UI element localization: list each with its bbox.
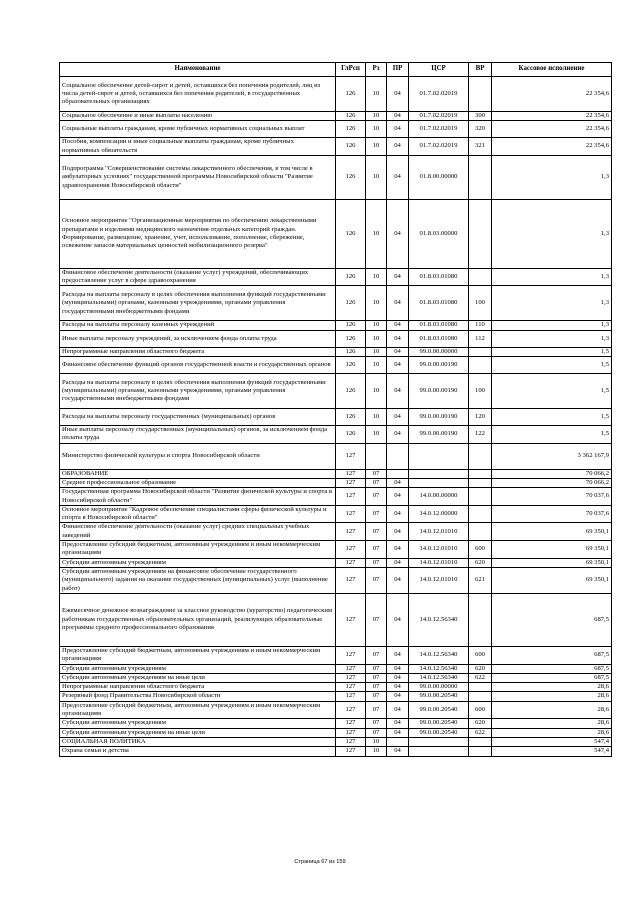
row-amount: 28,6 [492, 683, 612, 692]
row-grbs: 127 [336, 523, 366, 541]
row-expense-type [469, 683, 492, 692]
row-target-item: 99.0.00.00190 [409, 426, 469, 444]
row-subsection: 04 [387, 673, 409, 682]
row-amount: 3 362 167,9 [492, 443, 612, 469]
header-expense-type: ВР [469, 63, 492, 77]
row-subsection [387, 737, 409, 746]
row-target-item: 14.0.12.00000 [409, 505, 469, 523]
row-subsection: 04 [387, 593, 409, 646]
row-target-item: 99.0.00.00190 [409, 357, 469, 374]
row-section: 07 [366, 523, 387, 541]
row-name: Субсидии автономным учреждениям [60, 664, 336, 673]
row-amount: 70 037,6 [492, 505, 612, 523]
table-row [60, 374, 612, 409]
row-grbs: 126 [336, 347, 366, 356]
row-amount: 22 354,6 [492, 77, 612, 112]
row-grbs: 127 [336, 701, 366, 719]
row-section: 10 [366, 138, 387, 156]
row-expense-type [469, 737, 492, 746]
row-amount: 1,5 [492, 347, 612, 356]
budget-execution-table [59, 62, 612, 757]
row-subsection: 04 [387, 692, 409, 701]
row-amount: 70 037,6 [492, 488, 612, 506]
row-amount: 1,5 [492, 426, 612, 444]
row-grbs: 127 [336, 541, 366, 559]
row-amount: 22 354,6 [492, 138, 612, 156]
row-expense-type: 621 [469, 567, 492, 593]
row-grbs: 127 [336, 673, 366, 682]
row-expense-type: 622 [469, 728, 492, 737]
table-row [60, 488, 612, 506]
row-grbs: 127 [336, 558, 366, 567]
row-amount: 28,6 [492, 701, 612, 719]
row-subsection: 04 [387, 77, 409, 112]
row-grbs: 126 [336, 112, 366, 121]
row-target-item: 14.0.12.56340 [409, 646, 469, 664]
table-header-row [60, 63, 612, 77]
row-subsection: 04 [387, 567, 409, 593]
row-subsection: 04 [387, 321, 409, 330]
row-target-item: 99.0.00.00000 [409, 347, 469, 356]
row-subsection: 04 [387, 701, 409, 719]
row-amount: 28,6 [492, 692, 612, 701]
row-subsection [387, 443, 409, 469]
row-amount: 1,3 [492, 155, 612, 199]
table-row [60, 673, 612, 682]
row-section: 10 [366, 77, 387, 112]
row-expense-type: 120 [469, 409, 492, 426]
row-name: Среднее профессиональное образование [60, 478, 336, 487]
row-target-item: 01.8.03.01080 [409, 268, 469, 286]
row-section: 07 [366, 541, 387, 559]
table-row [60, 664, 612, 673]
row-section: 07 [366, 593, 387, 646]
row-target-item: 14.0.12.01010 [409, 567, 469, 593]
row-target-item: 99.0.00.20540 [409, 701, 469, 719]
row-name: Предоставление субсидий бюджетным, автономным учреждениям и иным некоммерческим организациям [60, 701, 336, 719]
row-amount: 1,3 [492, 286, 612, 321]
row-name: Подпрограмма "Совершенствование системы лекарственного обеспечения, в том числе в амбулаторных условиях" государственной программы Новосибирской области "Развитие здравоохранения Новосибирской области" [60, 155, 336, 199]
row-amount: 1,5 [492, 409, 612, 426]
row-expense-type [469, 469, 492, 478]
row-name: СОЦИАЛЬНАЯ ПОЛИТИКА [60, 737, 336, 746]
table-body [60, 77, 612, 757]
table-row [60, 77, 612, 112]
row-name: Субсидии автономным учреждениям на финансовое обеспечение государственного (муниципального) задания на оказание государственных (муниципальных) услуг (выполнение работ) [60, 567, 336, 593]
table-row [60, 138, 612, 156]
row-grbs: 126 [336, 268, 366, 286]
row-expense-type: 600 [469, 646, 492, 664]
row-expense-type [469, 505, 492, 523]
row-grbs: 127 [336, 664, 366, 673]
row-name: Социальное обеспечение детей-сирот и детей, оставшихся без попечения родителей, лиц из числа детей-сирот и детей, оставшихся без попечения родителей, в государственных образовательных организациях [60, 77, 336, 112]
row-section: 07 [366, 469, 387, 478]
row-name: Непрограммные направления областного бюджета [60, 683, 336, 692]
table-row [60, 286, 612, 321]
row-expense-type [469, 478, 492, 487]
row-expense-type: 100 [469, 286, 492, 321]
row-name: Ежемесячное денежное вознаграждение за классное руководство (кураторство) педагогическим работникам государственных образовательных организаций, реализующих образовательные программы среднего профессионального образования [60, 593, 336, 646]
row-name: Государственная программа Новосибирской области "Развитие физической культуры и спорта в Новосибирской области" [60, 488, 336, 506]
table-row [60, 558, 612, 567]
row-section: 10 [366, 199, 387, 268]
row-name: Резервный фонд Правительства Новосибирской области [60, 692, 336, 701]
row-section: 10 [366, 737, 387, 746]
row-target-item: 01.8.03.01080 [409, 330, 469, 347]
row-target-item: 14.0.12.56340 [409, 593, 469, 646]
table-row [60, 330, 612, 347]
row-name: Социальное обеспечение и иные выплаты населению [60, 112, 336, 121]
row-subsection: 04 [387, 121, 409, 138]
row-section: 10 [366, 155, 387, 199]
row-subsection [387, 469, 409, 478]
row-grbs: 126 [336, 426, 366, 444]
row-name: Иные выплаты персоналу учреждений, за исключением фонда оплаты труда [60, 330, 336, 347]
row-amount: 69 350,1 [492, 567, 612, 593]
row-grbs: 126 [336, 77, 366, 112]
row-amount: 70 066,2 [492, 469, 612, 478]
row-expense-type [469, 155, 492, 199]
row-subsection: 04 [387, 268, 409, 286]
table-row [60, 505, 612, 523]
row-expense-type [469, 593, 492, 646]
row-amount: 1,3 [492, 268, 612, 286]
row-amount: 28,6 [492, 719, 612, 728]
row-expense-type: 620 [469, 558, 492, 567]
row-name: ОБРАЗОВАНИЕ [60, 469, 336, 478]
row-expense-type: 112 [469, 330, 492, 347]
row-amount: 547,4 [492, 747, 612, 756]
row-subsection: 04 [387, 747, 409, 756]
row-section: 07 [366, 728, 387, 737]
table-row [60, 121, 612, 138]
row-subsection: 04 [387, 426, 409, 444]
row-section: 07 [366, 719, 387, 728]
row-grbs: 127 [336, 593, 366, 646]
row-section: 07 [366, 673, 387, 682]
table-row [60, 347, 612, 356]
row-expense-type: 110 [469, 321, 492, 330]
header-target-item: ЦСР [409, 63, 469, 77]
row-amount: 687,5 [492, 646, 612, 664]
row-grbs: 126 [336, 286, 366, 321]
row-target-item: 99.0.00.20540 [409, 692, 469, 701]
row-section: 07 [366, 558, 387, 567]
row-target-item: 01.7.02.02019 [409, 121, 469, 138]
row-expense-type: 600 [469, 541, 492, 559]
row-grbs: 127 [336, 683, 366, 692]
row-subsection: 04 [387, 728, 409, 737]
row-subsection: 04 [387, 374, 409, 409]
row-grbs: 126 [336, 409, 366, 426]
row-name: Основное мероприятие "Организационные мероприятия по обеспечению лекарственными препаратами и изделиями медицинского назначения отдельных категорий граждан. Формирование, размещение, хранение, учет, использование, пополнение, сбережение, освежение запасов материальных ценностей мобилизационного резерва" [60, 199, 336, 268]
row-target-item [409, 737, 469, 746]
table-row [60, 567, 612, 593]
row-expense-type: 300 [469, 112, 492, 121]
row-grbs: 126 [336, 138, 366, 156]
row-name: Пособия, компенсации и иные социальные выплаты гражданам, кроме публичных нормативных обязательств [60, 138, 336, 156]
row-target-item: 14.0.12.01010 [409, 541, 469, 559]
row-target-item [409, 443, 469, 469]
row-section: 07 [366, 664, 387, 673]
row-amount: 22 354,6 [492, 112, 612, 121]
header-name: Наименование [60, 63, 336, 77]
row-subsection: 04 [387, 409, 409, 426]
row-name: Финансовое обеспечение функций органов государственной власти и государственных органов [60, 357, 336, 374]
row-amount: 687,5 [492, 593, 612, 646]
row-grbs: 127 [336, 728, 366, 737]
table-row [60, 469, 612, 478]
row-expense-type [469, 488, 492, 506]
row-target-item: 14.0.12.56340 [409, 673, 469, 682]
row-subsection: 04 [387, 523, 409, 541]
row-target-item: 01.7.02.02019 [409, 112, 469, 121]
row-subsection: 04 [387, 719, 409, 728]
row-section: 07 [366, 646, 387, 664]
row-name: Расходы на выплаты персоналу в целях обеспечения выполнения функций государственными (муниципальными) органами, казенными учреждениями, органами управления государственными внебюджетными фондами [60, 374, 336, 409]
row-subsection: 04 [387, 488, 409, 506]
row-expense-type [469, 523, 492, 541]
table-row [60, 357, 612, 374]
row-amount: 687,5 [492, 664, 612, 673]
table-row [60, 747, 612, 756]
row-grbs: 127 [336, 747, 366, 756]
row-subsection: 04 [387, 683, 409, 692]
row-grbs: 127 [336, 469, 366, 478]
table-row [60, 683, 612, 692]
row-section: 10 [366, 286, 387, 321]
row-subsection: 04 [387, 357, 409, 374]
row-grbs: 127 [336, 478, 366, 487]
row-target-item: 01.8.03.00000 [409, 199, 469, 268]
table-row [60, 155, 612, 199]
table-row [60, 593, 612, 646]
row-amount: 69 350,1 [492, 558, 612, 567]
row-subsection: 04 [387, 286, 409, 321]
row-amount: 547,4 [492, 737, 612, 746]
row-grbs: 127 [336, 488, 366, 506]
row-grbs: 126 [336, 330, 366, 347]
row-expense-type [469, 77, 492, 112]
row-amount: 69 350,1 [492, 541, 612, 559]
row-subsection: 04 [387, 112, 409, 121]
row-section: 07 [366, 692, 387, 701]
row-name: Субсидии автономным учреждениям [60, 558, 336, 567]
row-amount: 69 350,1 [492, 523, 612, 541]
row-section: 10 [366, 357, 387, 374]
row-section: 10 [366, 347, 387, 356]
header-grbs: ГлРсп [336, 63, 366, 77]
row-target-item [409, 478, 469, 487]
row-section: 10 [366, 426, 387, 444]
row-subsection: 04 [387, 478, 409, 487]
table-row [60, 478, 612, 487]
row-subsection: 04 [387, 155, 409, 199]
row-name: Субсидии автономным учреждениям на иные цели [60, 673, 336, 682]
row-section [366, 443, 387, 469]
row-subsection: 04 [387, 138, 409, 156]
row-grbs: 126 [336, 121, 366, 138]
row-name: Финансовое обеспечение деятельности (оказание услуг) средних специальных учебных заведений [60, 523, 336, 541]
table-row [60, 719, 612, 728]
row-expense-type [469, 692, 492, 701]
table-row [60, 443, 612, 469]
row-expense-type [469, 268, 492, 286]
row-amount: 1,5 [492, 357, 612, 374]
row-expense-type: 600 [469, 701, 492, 719]
row-name: Расходы на выплаты персоналу в целях обеспечения выполнения функций государственными (муниципальными) органами, казенными учреждениями, органами управления государственными внебюджетными фондами [60, 286, 336, 321]
row-amount: 1,3 [492, 330, 612, 347]
row-amount: 28,6 [492, 728, 612, 737]
row-subsection: 04 [387, 541, 409, 559]
table-row [60, 523, 612, 541]
row-target-item: 01.7.02.02019 [409, 77, 469, 112]
row-target-item: 99.0.00.00190 [409, 374, 469, 409]
row-section: 10 [366, 268, 387, 286]
page-number: Страница 67 из 159 [294, 859, 346, 865]
row-target-item: 14.0.12.01010 [409, 558, 469, 567]
row-section: 07 [366, 701, 387, 719]
row-expense-type: 320 [469, 121, 492, 138]
row-expense-type [469, 747, 492, 756]
row-name: Иные выплаты персоналу государственных (муниципальных) органов, за исключением фонда оплаты труда [60, 426, 336, 444]
row-target-item: 14.0.12.56340 [409, 664, 469, 673]
table-row [60, 541, 612, 559]
row-grbs: 127 [336, 737, 366, 746]
row-grbs: 127 [336, 692, 366, 701]
row-subsection: 04 [387, 664, 409, 673]
row-name: Расходы на выплаты персоналу казенных учреждений [60, 321, 336, 330]
table-row [60, 426, 612, 444]
table-row [60, 112, 612, 121]
row-expense-type: 122 [469, 426, 492, 444]
row-amount: 687,5 [492, 673, 612, 682]
row-name: Министерство физической культуры и спорта Новосибирской области [60, 443, 336, 469]
row-name: Предоставление субсидий бюджетным, автономным учреждениям и иным некоммерческим организациям [60, 646, 336, 664]
row-expense-type: 620 [469, 719, 492, 728]
row-name: Финансовое обеспечение деятельности (оказание услуг) учреждений, обеспечивающих предоставление услуг в сфере здравоохранения [60, 268, 336, 286]
table-row [60, 692, 612, 701]
header-cash-execution: Кассовое исполнение [492, 63, 612, 77]
row-target-item: 01.8.03.01080 [409, 321, 469, 330]
table-row [60, 701, 612, 719]
row-subsection: 04 [387, 199, 409, 268]
row-expense-type [469, 199, 492, 268]
row-amount: 1,3 [492, 199, 612, 268]
row-target-item: 14.0.12.01010 [409, 523, 469, 541]
row-name: Расходы на выплаты персоналу государственных (муниципальных) органов [60, 409, 336, 426]
row-grbs: 127 [336, 646, 366, 664]
row-grbs: 127 [336, 719, 366, 728]
table-row [60, 199, 612, 268]
row-subsection: 04 [387, 558, 409, 567]
row-amount: 22 354,6 [492, 121, 612, 138]
row-amount: 70 066,2 [492, 478, 612, 487]
row-name: Основное мероприятие "Кадровое обеспечение специалистами сферы физической культуры и спорта в Новосибирской области" [60, 505, 336, 523]
row-name: Субсидии автономным учреждениям [60, 719, 336, 728]
row-grbs: 127 [336, 567, 366, 593]
table-row [60, 728, 612, 737]
row-target-item: 01.8.03.01080 [409, 286, 469, 321]
row-target-item: 99.0.00.00190 [409, 409, 469, 426]
table-row [60, 268, 612, 286]
row-section: 10 [366, 374, 387, 409]
row-grbs: 126 [336, 374, 366, 409]
row-section: 10 [366, 321, 387, 330]
row-grbs: 127 [336, 443, 366, 469]
row-section: 10 [366, 747, 387, 756]
row-grbs: 126 [336, 155, 366, 199]
row-subsection: 04 [387, 646, 409, 664]
table-row [60, 646, 612, 664]
row-amount: 1,5 [492, 374, 612, 409]
row-section: 07 [366, 567, 387, 593]
table-row [60, 737, 612, 746]
row-section: 10 [366, 330, 387, 347]
row-subsection: 04 [387, 347, 409, 356]
row-section: 10 [366, 112, 387, 121]
row-target-item [409, 469, 469, 478]
row-expense-type [469, 357, 492, 374]
row-target-item: 99.0.00.20540 [409, 719, 469, 728]
row-target-item: 99.0.00.00000 [409, 683, 469, 692]
row-section: 07 [366, 683, 387, 692]
row-grbs: 126 [336, 199, 366, 268]
row-target-item: 01.8.00.00000 [409, 155, 469, 199]
row-expense-type [469, 443, 492, 469]
header-subsection: ПР [387, 63, 409, 77]
row-expense-type: 321 [469, 138, 492, 156]
row-grbs: 127 [336, 505, 366, 523]
table-row [60, 321, 612, 330]
row-name: Охрана семьи и детства [60, 747, 336, 756]
row-section: 10 [366, 409, 387, 426]
row-name: Субсидии автономным учреждениям на иные цели [60, 728, 336, 737]
row-name: Предоставление субсидий бюджетным, автономным учреждениям и иным некоммерческим организациям [60, 541, 336, 559]
row-subsection: 04 [387, 505, 409, 523]
row-amount: 1,3 [492, 321, 612, 330]
table-row [60, 409, 612, 426]
row-section: 07 [366, 505, 387, 523]
row-target-item: 99.0.00.20540 [409, 728, 469, 737]
row-subsection: 04 [387, 330, 409, 347]
row-section: 07 [366, 478, 387, 487]
row-section: 07 [366, 488, 387, 506]
row-expense-type [469, 347, 492, 356]
header-section: Рз [366, 63, 387, 77]
row-expense-type: 620 [469, 664, 492, 673]
row-target-item: 01.7.02.02019 [409, 138, 469, 156]
row-grbs: 126 [336, 357, 366, 374]
row-target-item [409, 747, 469, 756]
row-section: 10 [366, 121, 387, 138]
row-target-item: 14.0.00.00000 [409, 488, 469, 506]
row-expense-type: 100 [469, 374, 492, 409]
row-name: Социальные выплаты гражданам, кроме публичных нормативных социальных выплат [60, 121, 336, 138]
row-expense-type: 622 [469, 673, 492, 682]
row-name: Непрограммные направления областного бюджета [60, 347, 336, 356]
row-grbs: 126 [336, 321, 366, 330]
